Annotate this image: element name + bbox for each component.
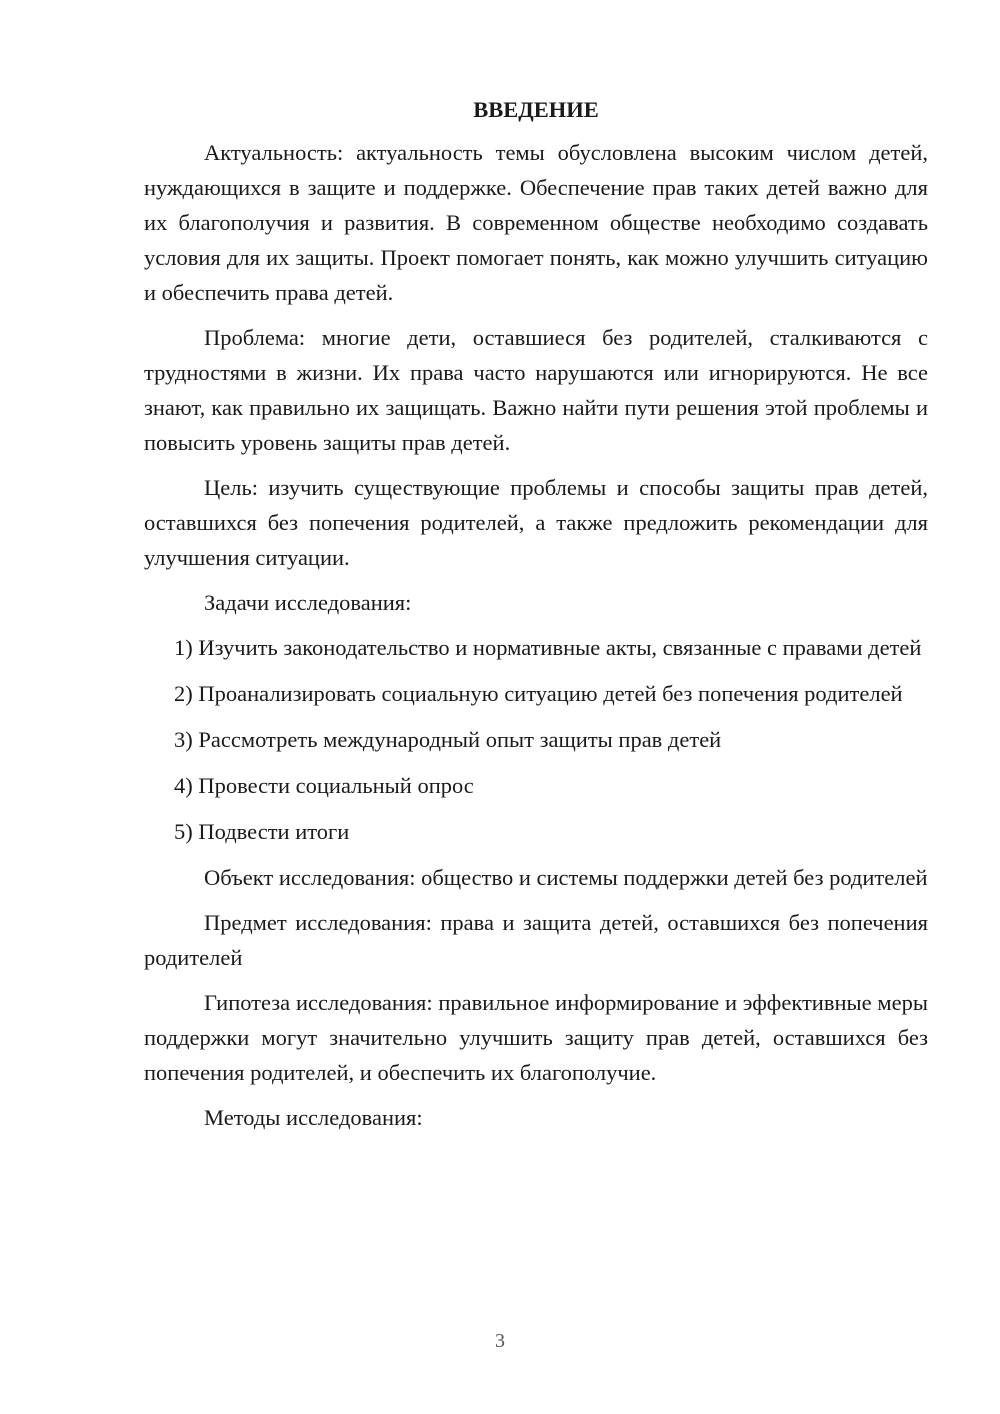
tasks-heading: Задачи исследования:: [204, 590, 412, 615]
hypothesis-paragraph: Гипотеза исследования: правильное информирование и эффективные меры поддержки могут значительно улучшить защиту прав детей, оставшихся без попечения родителей, и обеспечить их благополучие.: [144, 990, 928, 1085]
task-item: 1) Изучить законодательство и нормативные акты, связанные с правами детей: [174, 635, 922, 660]
document-page: [144, 90, 928, 1145]
page-number: 3: [495, 1330, 505, 1352]
task-item: 3) Рассмотреть международный опыт защиты прав детей: [174, 727, 722, 752]
problem-paragraph: Проблема: многие дети, оставшиеся без родителей, сталкиваются с трудностями в жизни. Их права часто нарушаются или игнорируются. Не все знают, как правильно их защищать. Важно найти пути решения этой проблемы и повысить уровень защиты прав детей.: [144, 325, 928, 455]
task-item: 5) Подвести итоги: [174, 819, 350, 844]
methods-heading: Методы исследования:: [204, 1105, 423, 1130]
task-item: 2) Проанализировать социальную ситуацию детей без попечения родителей: [174, 681, 903, 706]
goal-paragraph: Цель: изучить существующие проблемы и способы защиты прав детей, оставшихся без попечения родителей, а также предложить рекомендации для улучшения ситуации.: [144, 475, 928, 570]
task-item: 4) Провести социальный опрос: [174, 773, 474, 798]
object-paragraph: Объект исследования: общество и системы поддержки детей без родителей: [204, 865, 928, 890]
relevance-paragraph: Актуальность: актуальность темы обусловлена высоким числом детей, нуждающихся в защите и поддержке. Обеспечение прав таких детей важно для их благополучия и развития. В современном обществе необходимо создавать условия для их защиты. Проект помогает понять, как можно улучшить ситуацию и обеспечить права детей.: [144, 140, 928, 305]
subject-paragraph: Предмет исследования: права и защита детей, оставшихся без попечения родителей: [144, 910, 928, 970]
section-title: ВВЕДЕНИЕ: [473, 97, 599, 122]
